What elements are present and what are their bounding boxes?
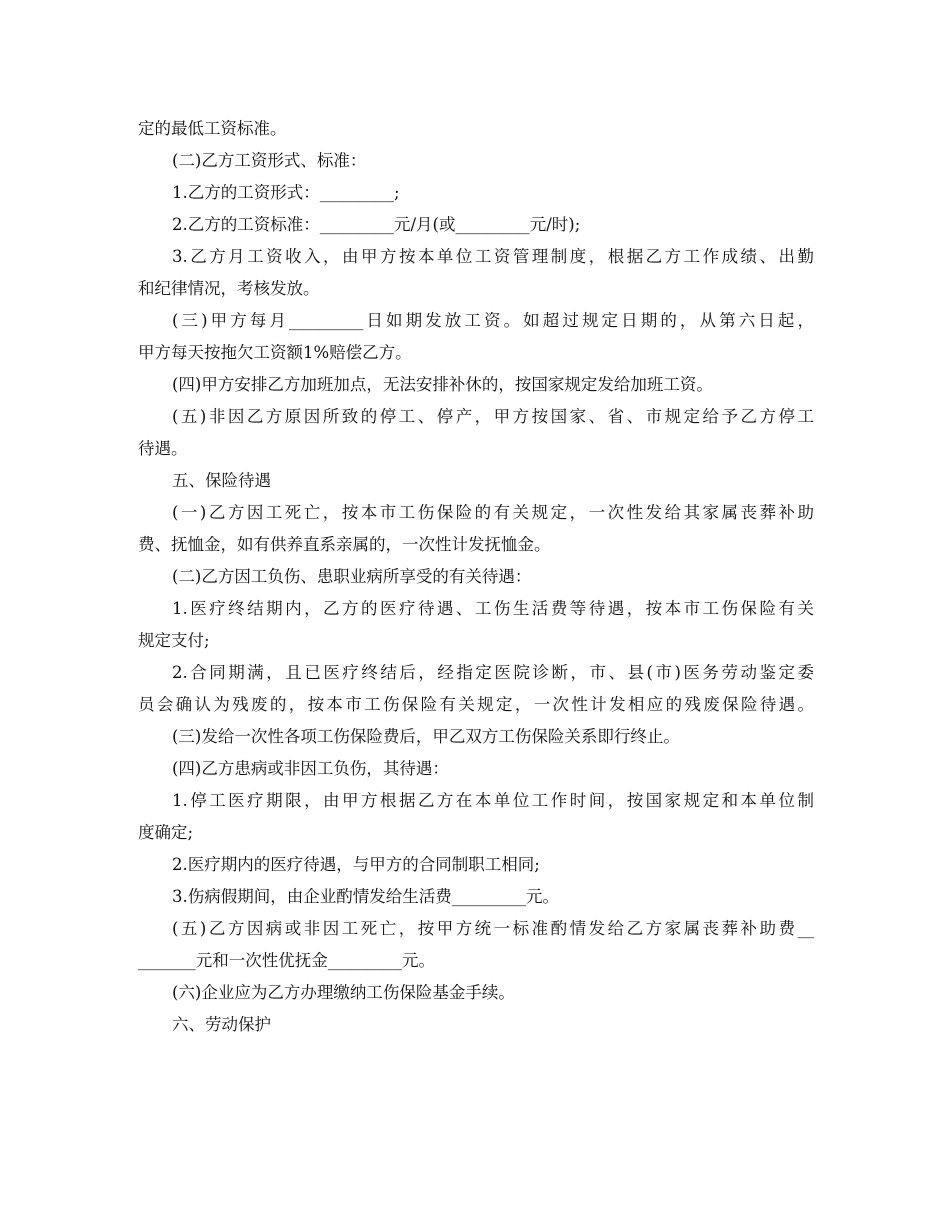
clause-line: 1.停工医疗期限，由甲方根据乙方在本单位工作时间，按国家规定和本单位制 [172,791,814,810]
body-line: 费、抚恤金，如有供养直系亲属的，一次性计发抚恤金。 [138,535,551,554]
clause-line: (三)发给一次性各项工伤保险费后，甲乙双方工伤保险关系即行终止。 [172,727,680,746]
clause-line: (五)乙方因病或非因工死亡，按甲方统一标准酌情发给乙方家属丧葬补助费__ [172,919,814,938]
section-heading: (二)乙方因工负伤、患职业病所享受的有关待遇： [172,567,532,586]
clause-line: (一)乙方因工死亡，按本市工伤保险的有关规定，一次性发给其家属丧葬补助 [172,503,814,522]
section-heading: (二)乙方工资形式、标准： [172,151,367,170]
clause-line: 3.伤病假期间，由企业酌情发给生活费_________元。 [172,887,559,906]
clause-line: 1.乙方的工资形式：_________; [172,183,400,202]
document-body [138,113,814,1041]
body-line: 和纪律情况，考核发放。 [138,279,320,298]
body-line: 定的最低工资标准。 [138,119,287,138]
clause-line: 2.合同期满，且已医疗终结后，经指定医院诊断，市、县(市)医务劳动鉴定委 [172,663,814,682]
body-line: 规定支付; [138,631,210,650]
body-line: 员会确认为残废的，按本市工伤保险有关规定，一次性计发相应的残废保险待遇。 [138,695,814,714]
section-heading: 五、保险待遇 [172,471,271,490]
body-line: _______元和一次性优抚金_________元。 [138,951,435,970]
clause-line: 2.乙方的工资标准：_________元/月(或_________元/时); [172,215,581,234]
clause-line: (四)甲方安排乙方加班加点，无法安排补休的，按国家规定发给加班工资。 [172,375,713,394]
clause-line: 3.乙方月工资收入，由甲方按本单位工资管理制度，根据乙方工作成绩、出勤 [172,247,814,266]
clause-line: (三)甲方每月_________日如期发放工资。如超过规定日期的，从第六日起， [172,311,814,330]
clause-line: (六)企业应为乙方办理缴纳工伤保险基金手续。 [172,983,515,1002]
clause-line: 2.医疗期内的医疗待遇，与甲方的合同制职工相同; [172,855,540,874]
clause-line: 1.医疗终结期内，乙方的医疗待遇、工伤生活费等待遇，按本市工伤保险有关 [172,599,814,618]
body-line: 待遇。 [138,439,188,458]
section-heading: (四)乙方患病或非因工负伤，其待遇： [172,759,449,778]
body-line: 甲方每天按拖欠工资额1%赔偿乙方。 [138,343,412,362]
body-line: 度确定; [138,823,194,842]
clause-line: (五)非因乙方原因所致的停工、停产，甲方按国家、省、市规定给予乙方停工 [172,407,814,426]
section-heading: 六、劳动保护 [172,1015,271,1034]
